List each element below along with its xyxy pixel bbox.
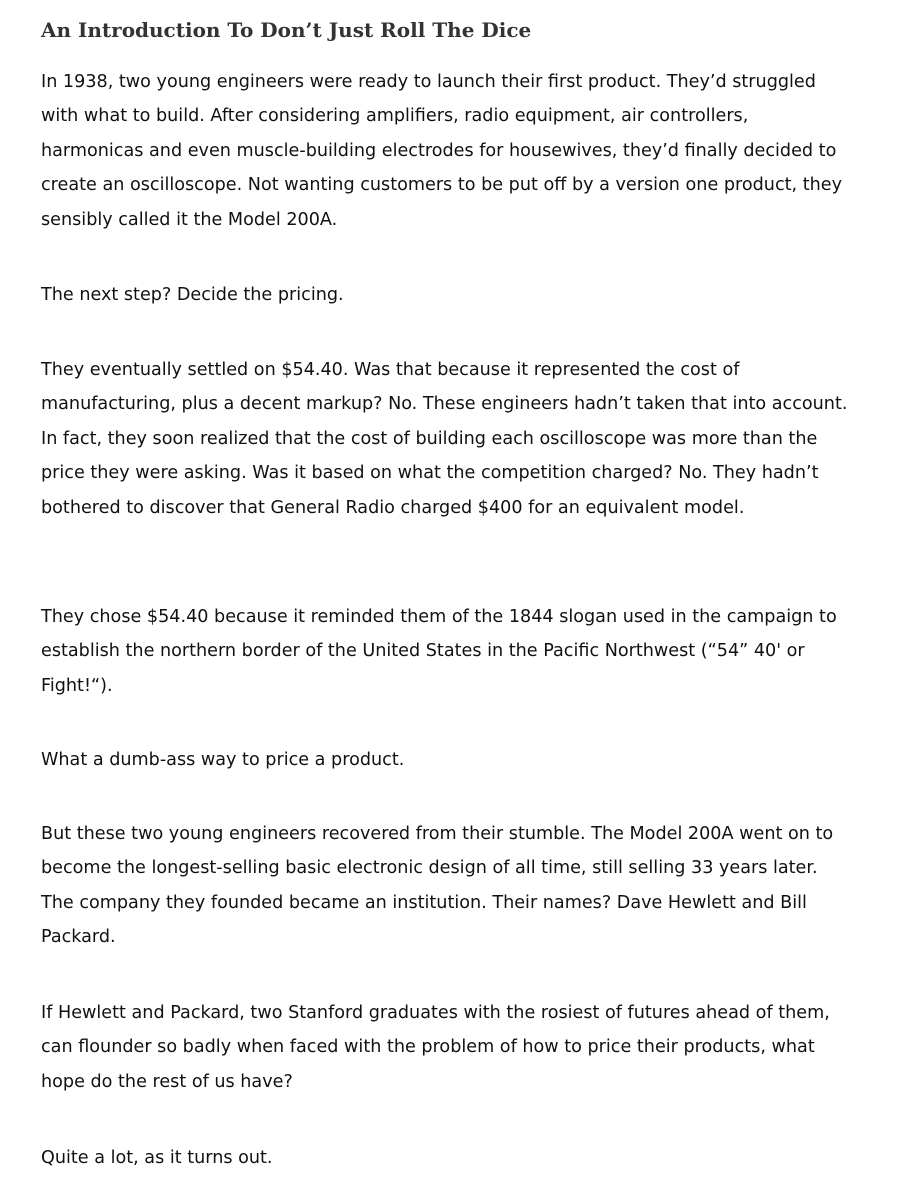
- paragraph-6: But these two young engineers recovered from their stumble. The Model 200A went on to become the longest-selling basic electronic design of all time, still selling 33 years later. The company they founded became an institution. Their names? Dave Hewlett and Bill Packard.: [41, 824, 834, 948]
- article-title: An Introduction To Don’t Just Roll The Dice: [41, 18, 532, 42]
- paragraph-4: They chose $54.40 because it reminded them of the 1844 slogan used in the campaign to establish the northern border of the United States in the Pacific Northwest (“54” 40' or Fight!“).: [41, 607, 837, 696]
- paragraph-3: They eventually settled on $54.40. Was that because it represented the cost of manufacturing, plus a decent markup? No. These engineers hadn’t taken that into account. In fact, they soon realized that the cost of building each oscilloscope was more than the price they were asking. Was it based on what the competition charged? No. They hadn’t bothered to discover that General Radio charged $400 for an equivalent model.: [41, 360, 848, 518]
- paragraph-5: What a dumb-ass way to price a product.: [41, 750, 405, 770]
- paragraph-8: Quite a lot, as it turns out.: [41, 1148, 273, 1168]
- paragraph-2: The next step? Decide the pricing.: [41, 285, 344, 305]
- paragraph-1: In 1938, two young engineers were ready to launch their first product. They’d struggled with what to build. After considering amplifiers, radio equipment, air controllers, harmonicas and even muscle-building electrodes for housewives, they’d finally decided to create an oscilloscope. Not wanting customers to be put off by a version one product, they sensibly called it the Model 200A.: [41, 72, 842, 230]
- paragraph-7: If Hewlett and Packard, two Stanford graduates with the rosiest of futures ahead of them, can flounder so badly when faced with the problem of how to price their products, what hope do the rest of us have?: [41, 1003, 830, 1092]
